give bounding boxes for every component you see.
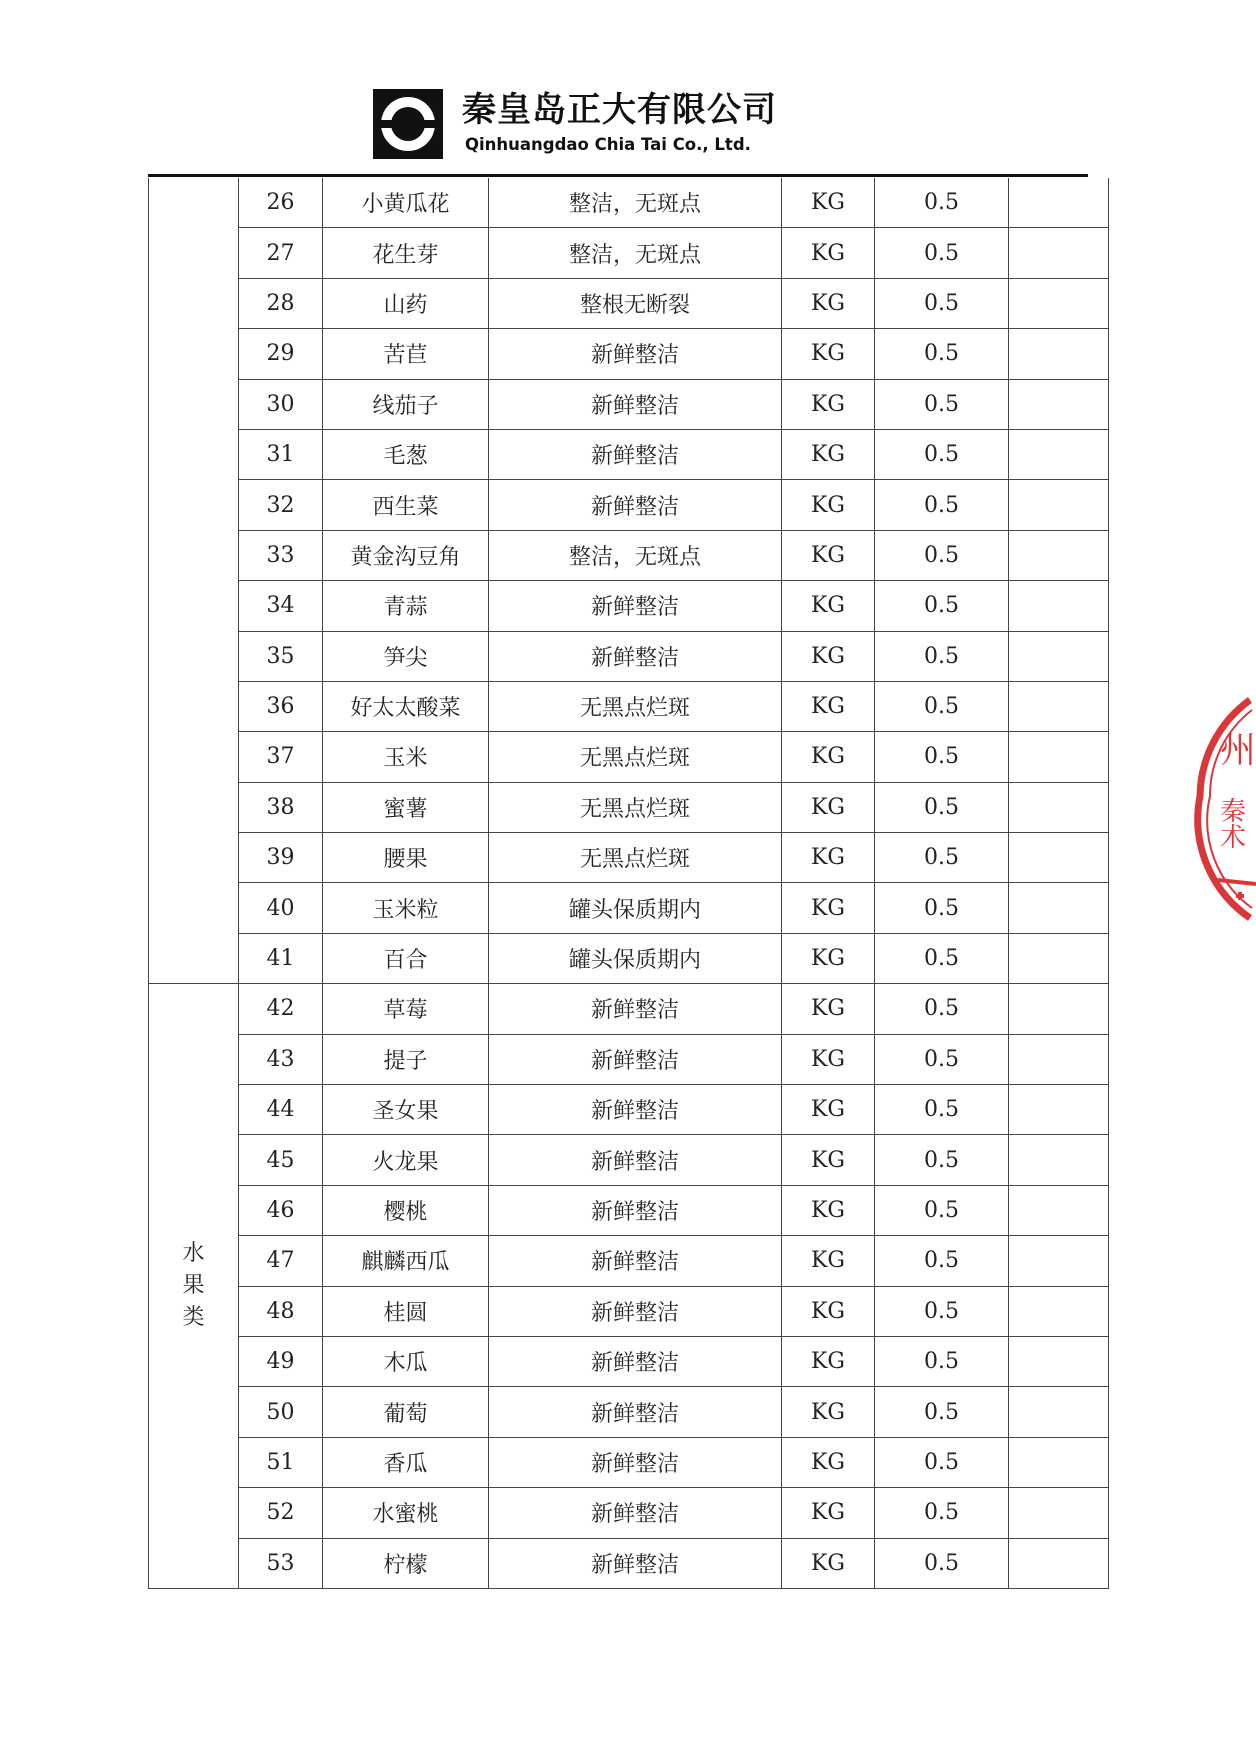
unit-cell: KG [782, 429, 875, 479]
category-cell [149, 984, 239, 1589]
note-cell [1009, 1085, 1109, 1135]
note-cell [1009, 984, 1109, 1034]
product-name-cell: 圣女果 [323, 1085, 489, 1135]
table-row [149, 1437, 1109, 1487]
product-name-cell: 草莓 [323, 984, 489, 1034]
row-number-cell: 41 [239, 933, 323, 983]
quality-standard-cell: 新鲜整洁 [489, 1488, 782, 1538]
quality-standard-cell: 新鲜整洁 [489, 1185, 782, 1235]
table-row [149, 1034, 1109, 1084]
stamp-char: 术 [1220, 823, 1247, 853]
product-name-cell: 水蜜桃 [323, 1488, 489, 1538]
row-number-cell: 51 [239, 1437, 323, 1487]
note-cell [1009, 933, 1109, 983]
table-body [149, 178, 1109, 1588]
quantity-cell: 0.5 [875, 1488, 1009, 1538]
note-cell [1009, 480, 1109, 530]
company-name-en: Qinhuangdao Chia Tai Co., Ltd. [465, 135, 751, 154]
note-cell [1009, 782, 1109, 832]
quality-standard-cell: 新鲜整洁 [489, 1538, 782, 1588]
quality-standard-cell: 无黑点烂斑 [489, 833, 782, 883]
product-name-cell: 柠檬 [323, 1538, 489, 1588]
quality-standard-cell: 新鲜整洁 [489, 581, 782, 631]
row-number-cell: 39 [239, 833, 323, 883]
quality-standard-cell: 新鲜整洁 [489, 379, 782, 429]
row-number-cell: 47 [239, 1236, 323, 1286]
row-number-cell: 52 [239, 1488, 323, 1538]
quantity-cell: 0.5 [875, 278, 1009, 328]
product-name-cell: 麒麟西瓜 [323, 1236, 489, 1286]
note-cell [1009, 228, 1109, 278]
row-number-cell: 53 [239, 1538, 323, 1588]
quality-standard-cell: 整洁，无斑点 [489, 228, 782, 278]
product-name-cell: 花生芽 [323, 228, 489, 278]
row-number-cell: 29 [239, 329, 323, 379]
product-name-cell: 西生菜 [323, 480, 489, 530]
quality-standard-cell: 无黑点烂斑 [489, 732, 782, 782]
table-row [149, 1538, 1109, 1588]
table-row [149, 379, 1109, 429]
note-cell [1009, 1135, 1109, 1185]
table-row [149, 1135, 1109, 1185]
unit-cell: KG [782, 1538, 875, 1588]
note-cell [1009, 1286, 1109, 1336]
company-seal-stamp-icon [1196, 696, 1256, 922]
product-name-cell: 蜜薯 [323, 782, 489, 832]
row-number-cell: 50 [239, 1387, 323, 1437]
row-number-cell: 30 [239, 379, 323, 429]
note-cell [1009, 883, 1109, 933]
quantity-cell: 0.5 [875, 379, 1009, 429]
note-cell [1009, 681, 1109, 731]
row-number-cell: 40 [239, 883, 323, 933]
row-number-cell: 33 [239, 530, 323, 580]
row-number-cell: 38 [239, 782, 323, 832]
logo-bar [373, 120, 443, 128]
note-cell [1009, 833, 1109, 883]
unit-cell: KG [782, 1387, 875, 1437]
table-row [149, 984, 1109, 1034]
quantity-cell: 0.5 [875, 1387, 1009, 1437]
quality-standard-cell: 新鲜整洁 [489, 1135, 782, 1185]
row-number-cell: 42 [239, 984, 323, 1034]
row-number-cell: 34 [239, 581, 323, 631]
product-name-cell: 百合 [323, 933, 489, 983]
quantity-cell: 0.5 [875, 833, 1009, 883]
product-name-cell: 玉米粒 [323, 883, 489, 933]
table-row [149, 530, 1109, 580]
quality-standard-cell: 新鲜整洁 [489, 1286, 782, 1336]
table-row [149, 883, 1109, 933]
quantity-cell: 0.5 [875, 1034, 1009, 1084]
quantity-cell: 0.5 [875, 1236, 1009, 1286]
product-name-cell: 青蒜 [323, 581, 489, 631]
product-name-cell: 苦苣 [323, 329, 489, 379]
quality-standard-cell: 新鲜整洁 [489, 480, 782, 530]
unit-cell: KG [782, 1085, 875, 1135]
quality-standard-cell: 新鲜整洁 [489, 429, 782, 479]
quantity-cell: 0.5 [875, 1286, 1009, 1336]
stamp-char: 秦 [1220, 797, 1247, 827]
quality-standard-cell: 罐头保质期内 [489, 933, 782, 983]
row-number-cell: 44 [239, 1085, 323, 1135]
product-name-cell: 好太太酸菜 [323, 681, 489, 731]
product-name-cell: 毛葱 [323, 429, 489, 479]
row-number-cell: 45 [239, 1135, 323, 1185]
quality-standard-cell: 新鲜整洁 [489, 1437, 782, 1487]
table-row [149, 178, 1109, 228]
row-number-cell: 48 [239, 1286, 323, 1336]
unit-cell: KG [782, 1488, 875, 1538]
table-row [149, 1336, 1109, 1386]
table-row [149, 732, 1109, 782]
note-cell [1009, 329, 1109, 379]
quantity-cell: 0.5 [875, 1085, 1009, 1135]
row-number-cell: 43 [239, 1034, 323, 1084]
table-row [149, 1488, 1109, 1538]
table-row [149, 1185, 1109, 1235]
note-cell [1009, 1236, 1109, 1286]
note-cell [1009, 1538, 1109, 1588]
quality-standard-cell: 无黑点烂斑 [489, 782, 782, 832]
quality-standard-cell: 新鲜整洁 [489, 329, 782, 379]
table-row [149, 278, 1109, 328]
note-cell [1009, 581, 1109, 631]
product-spec-table [148, 178, 1109, 1589]
row-number-cell: 49 [239, 1336, 323, 1386]
unit-cell: KG [782, 1034, 875, 1084]
category-cell [149, 178, 239, 984]
category-label: 水果类 [182, 1241, 205, 1331]
note-cell [1009, 1185, 1109, 1235]
unit-cell: KG [782, 883, 875, 933]
unit-cell: KG [782, 681, 875, 731]
unit-cell: KG [782, 178, 875, 228]
row-number-cell: 26 [239, 178, 323, 228]
table-row [149, 833, 1109, 883]
product-name-cell: 桂圆 [323, 1286, 489, 1336]
quality-standard-cell: 新鲜整洁 [489, 1236, 782, 1286]
note-cell [1009, 379, 1109, 429]
quality-standard-cell: 新鲜整洁 [489, 984, 782, 1034]
product-name-cell: 葡萄 [323, 1387, 489, 1437]
table-row [149, 1387, 1109, 1437]
quantity-cell: 0.5 [875, 984, 1009, 1034]
table-row [149, 1286, 1109, 1336]
note-cell [1009, 178, 1109, 228]
product-name-cell: 樱桃 [323, 1185, 489, 1235]
quantity-cell: 0.5 [875, 530, 1009, 580]
table-row [149, 429, 1109, 479]
table-row [149, 228, 1109, 278]
product-name-cell: 黄金沟豆角 [323, 530, 489, 580]
quantity-cell: 0.5 [875, 1135, 1009, 1185]
quantity-cell: 0.5 [875, 329, 1009, 379]
quantity-cell: 0.5 [875, 581, 1009, 631]
product-name-cell: 小黄瓜花 [323, 178, 489, 228]
table-row [149, 1085, 1109, 1135]
note-cell [1009, 1034, 1109, 1084]
unit-cell: KG [782, 1286, 875, 1336]
row-number-cell: 28 [239, 278, 323, 328]
table-row [149, 480, 1109, 530]
quality-standard-cell: 整洁，无斑点 [489, 530, 782, 580]
product-name-cell: 线茄子 [323, 379, 489, 429]
row-number-cell: 27 [239, 228, 323, 278]
quantity-cell: 0.5 [875, 228, 1009, 278]
row-number-cell: 35 [239, 631, 323, 681]
quantity-cell: 0.5 [875, 1538, 1009, 1588]
quality-standard-cell: 新鲜整洁 [489, 631, 782, 681]
row-number-cell: 32 [239, 480, 323, 530]
unit-cell: KG [782, 631, 875, 681]
note-cell [1009, 1488, 1109, 1538]
quality-standard-cell: 新鲜整洁 [489, 1034, 782, 1084]
unit-cell: KG [782, 984, 875, 1034]
quantity-cell: 0.5 [875, 732, 1009, 782]
note-cell [1009, 429, 1109, 479]
unit-cell: KG [782, 1437, 875, 1487]
company-name-cn: 秦皇岛正大有限公司 [462, 90, 777, 130]
product-name-cell: 提子 [323, 1034, 489, 1084]
unit-cell: KG [782, 379, 875, 429]
product-name-cell: 木瓜 [323, 1336, 489, 1386]
quantity-cell: 0.5 [875, 1437, 1009, 1487]
table-row [149, 581, 1109, 631]
unit-cell: KG [782, 581, 875, 631]
note-cell [1009, 631, 1109, 681]
table-row [149, 631, 1109, 681]
quality-standard-cell: 新鲜整洁 [489, 1085, 782, 1135]
product-name-cell: 腰果 [323, 833, 489, 883]
quantity-cell: 0.5 [875, 883, 1009, 933]
unit-cell: KG [782, 329, 875, 379]
quantity-cell: 0.5 [875, 631, 1009, 681]
unit-cell: KG [782, 1135, 875, 1185]
quality-standard-cell: 无黑点烂斑 [489, 681, 782, 731]
unit-cell: KG [782, 732, 875, 782]
stamp-char: 州 [1220, 730, 1256, 771]
table-row [149, 329, 1109, 379]
table-row [149, 1236, 1109, 1286]
unit-cell: KG [782, 1236, 875, 1286]
note-cell [1009, 732, 1109, 782]
quantity-cell: 0.5 [875, 681, 1009, 731]
unit-cell: KG [782, 278, 875, 328]
unit-cell: KG [782, 480, 875, 530]
quantity-cell: 0.5 [875, 933, 1009, 983]
quantity-cell: 0.5 [875, 178, 1009, 228]
product-name-cell: 笋尖 [323, 631, 489, 681]
product-name-cell: 玉米 [323, 732, 489, 782]
product-name-cell: 山药 [323, 278, 489, 328]
note-cell [1009, 1387, 1109, 1437]
row-number-cell: 31 [239, 429, 323, 479]
unit-cell: KG [782, 1185, 875, 1235]
row-number-cell: 36 [239, 681, 323, 731]
note-cell [1009, 1437, 1109, 1487]
table-row [149, 681, 1109, 731]
note-cell [1009, 1336, 1109, 1386]
product-name-cell: 火龙果 [323, 1135, 489, 1185]
quality-standard-cell: 罐头保质期内 [489, 883, 782, 933]
note-cell [1009, 530, 1109, 580]
unit-cell: KG [782, 1336, 875, 1386]
note-cell [1009, 278, 1109, 328]
quantity-cell: 0.5 [875, 1336, 1009, 1386]
table-row [149, 782, 1109, 832]
unit-cell: KG [782, 933, 875, 983]
unit-cell: KG [782, 228, 875, 278]
quantity-cell: 0.5 [875, 429, 1009, 479]
quantity-cell: 0.5 [875, 1185, 1009, 1235]
chia-tai-logo-icon [373, 89, 443, 159]
row-number-cell: 37 [239, 732, 323, 782]
quantity-cell: 0.5 [875, 782, 1009, 832]
quality-standard-cell: 新鲜整洁 [489, 1387, 782, 1437]
unit-cell: KG [782, 782, 875, 832]
table-row [149, 933, 1109, 983]
row-number-cell: 46 [239, 1185, 323, 1235]
unit-cell: KG [782, 833, 875, 883]
quality-standard-cell: 整洁，无斑点 [489, 178, 782, 228]
quality-standard-cell: 整根无断裂 [489, 278, 782, 328]
header-divider [148, 174, 1088, 177]
unit-cell: KG [782, 530, 875, 580]
quantity-cell: 0.5 [875, 480, 1009, 530]
quality-standard-cell: 新鲜整洁 [489, 1336, 782, 1386]
product-name-cell: 香瓜 [323, 1437, 489, 1487]
